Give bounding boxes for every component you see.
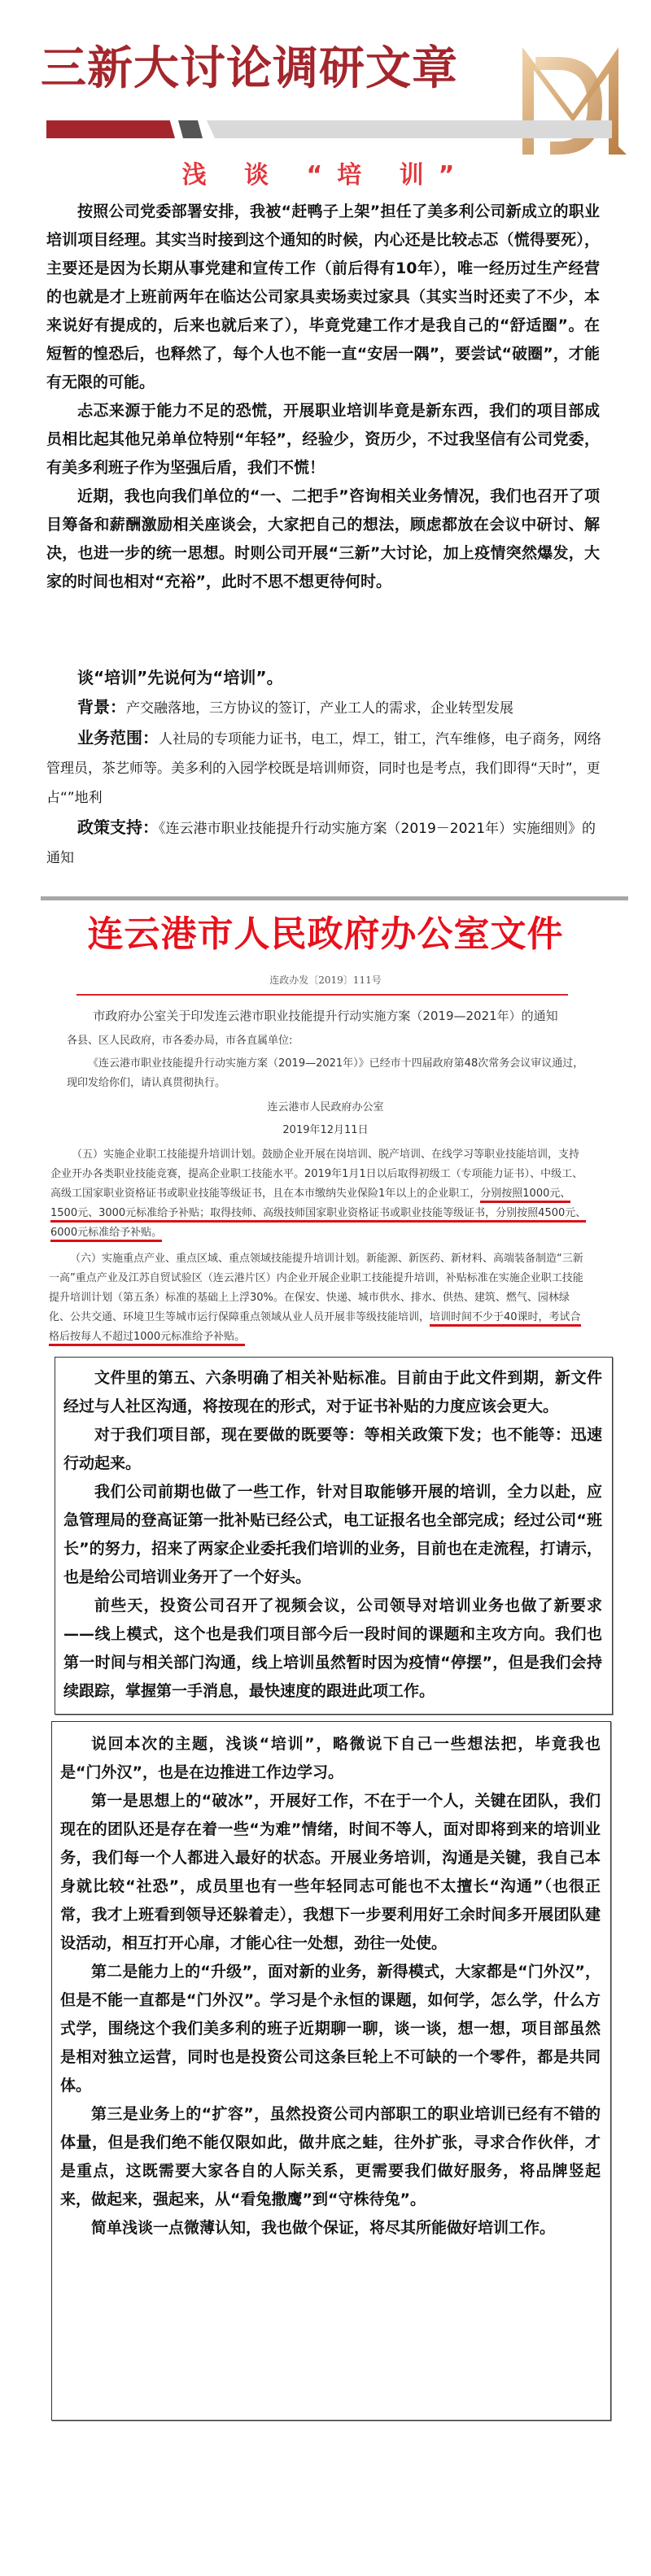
addressees: 各县、区人民政府，市各委办局，市各直属单位: — [67, 1035, 293, 1047]
document-header: 连云港市人民政府办公室文件 — [87, 913, 564, 955]
background-text: 产交融落地，三方协议的签订，产业工人的需求，企业转型发展 — [126, 700, 513, 717]
document-and-commentary — [0, 1005, 651, 2421]
item-five-text: （五）实施企业职工技能提升培训计划。鼓励企业开展在岗培训、脱产培训、在线学习等职业技能培训，支持企业开办各类职业技能竞赛，提高企业职工技能水平。2019年1月1日以后取得初级工（专项能力证书）、中级工、高级工国家职业资格证书或职业技能等级证书，且在本市缴纳失业保险1年以上的企业职工， — [50, 1149, 583, 1200]
paragraph: 对于我们项目部，现在要做的既要等：等相关政策下发；也不能等：迅速行动起来。 — [63, 1426, 602, 1472]
scope-text: 人社局的专项能力证书，电工，焊工，钳工，汽车维修，电子商务，网络管理员，茶艺师等。美多利的入园学校既是培训师资，同时也是考点，我们即得“天时”，更占“”地利 — [46, 731, 601, 806]
paragraph: 第二是能力上的“升级”，面对新的业务，新得模式，大家都是“门外汉”，但是不能一直都是“门外汉”。学习是个永恒的课题，如何学，怎么学，什么方式学，围绕这个我们美多利的班子近期聊一聊，谈一谈，想一想，项目部虽然是相对独立运营，同时也是投资公司这条巨轮上不可缺的一个零件，都是共同体。 — [60, 1963, 601, 2094]
article-body — [46, 198, 600, 596]
paragraph: 近期，我也向我们单位的“一、二把手”咨询相关业务情况，我们也召开了项目筹备和薪酬激励相关座谈会，大家把自己的想法，顾虑都放在会议中研讨、解决，也进一步的统一思想。时则公司开展“三新”大讨论，加上疫情突然爆发，大家的时间也相对“充裕”，此时不思不想更待何时。 — [46, 487, 600, 591]
item-six-text: （六）实施重点产业、重点区域、重点领域技能提升培训计划。新能源、新医药、新材料、高端装备制造“三新一高”重点产业及江苏自贸试验区（连云港片区）内企业开展企业职工技能提升培训，补贴标准在实施企业职工技能提升培训计划（第五条）标准的基础上上浮30%。在保安、快递、城市供水、排水、供热、建筑、燃气、园林绿化、公共交通、环境卫生等城市运行保障重点领域从业人员开展非等级技能培训， — [49, 1253, 583, 1323]
banner-bar-dark — [178, 120, 203, 138]
item-six-highlight: 培训时间不少于40课时，考试合格后按每人不超过1000元标准给予补贴。 — [49, 1311, 581, 1346]
document-top-rule — [41, 896, 628, 900]
paragraph: 我们公司前期也做了一些工作，针对目取能够开展的培训，全力以赴，应急管理局的登高证第一批补贴已经公式，电工证报名也全部完成；经过公司“班长”的努力，招来了两家企业委托我们培训的业务，目前也在走流程，打请示，也是给公司培训业务开了一个好头。 — [63, 1483, 602, 1586]
item-five — [50, 1145, 589, 1243]
text-box-2 — [51, 1721, 611, 2421]
scope-label: 业务范围： — [77, 728, 159, 748]
issue-date: 2019年12月11日 — [282, 1124, 369, 1136]
mdl-logo — [518, 41, 628, 159]
banner-title: 三新大讨论调研文章 — [41, 42, 458, 95]
notice-intro: 《连云港市职业技能提升行动实施方案（2019—2021年）》已经市十四届政府第48次常务会议审议通过，现印发给你们，请认真贯彻执行。 — [67, 1057, 584, 1089]
item-five-highlight: 分别按照1000元、1500元、3000元标准给予补贴；取得技师、高级技师国家职业资格证书或职业技能等级证书，分别按照4500元、6000元标准给予补贴。 — [50, 1188, 586, 1242]
banner-bar-red — [46, 120, 175, 138]
text-box-1 — [55, 1357, 613, 1715]
paragraph: 第三是业务上的“扩容”，虽然投资公司内部职工的职业培训已经有不错的体量，但是我们绝不能仅限如此，做井底之蛙，往外扩张，寻求合作伙伴，才是重点，这既需要大家各自的人际关系，更需要我们做好服务，将品牌竖起来，做起来，强起来，从“看兔撒鹰”到“守株待兔”。 — [60, 2105, 601, 2208]
paragraph: 忐忑来源于能力不足的恐慌，开展职业培训毕竟是新东西，我们的项目部成员相比起其他兄弟单位特别“年轻”，经验少，资历少，不过我坚信有公司党委，有美多利班子作为坚强后盾，我们不慌！ — [46, 402, 600, 477]
document-red-rule — [76, 994, 568, 996]
paragraph: 文件里的第五、六条明确了相关补贴标准。目前由于此文件到期，新文件经过与人社区沟通，将按现在的形式，对于证书补贴的力度应该会更大。 — [63, 1369, 602, 1415]
issuer: 连云港市人民政府办公室 — [267, 1101, 384, 1114]
paragraph: 说回本次的主题，浅谈“培训”，略微说下自己一些想法把，毕竟我也是“门外汉”，也是在边推进工作边学习。 — [60, 1735, 601, 1781]
training-definition — [46, 663, 608, 873]
document-number: 连政办发〔2019〕111号 — [269, 974, 382, 986]
section-heading: 谈“培训”先说何为“培训”。 — [77, 668, 283, 687]
article-title: 浅 谈 “培 训” — [181, 161, 470, 190]
background-label: 背景： — [77, 697, 126, 717]
policy-text: 《连云港市职业技能提升行动实施方案（2019－2021年）实施细则》的通知 — [46, 821, 596, 866]
notice-title: 市政府办公室关于印发连云港市职业技能提升行动实施方案（2019—2021年）的通知 — [93, 1009, 558, 1023]
paragraph: 第一是思想上的“破冰”，开展好工作，不在于一个人，关键在团队，我们现在的团队还是存在着一些“为难”情绪，时间不等人，面对即将到来的培训业务，我们每一个人都进入最好的状态。开展业务培训，沟通是关键，我自己本身就比较“社恐”，成员里也有一些年轻同志可能也不太擅长“沟通”（也很正常，我才上班看到领导还躲着走），我想下一步要利用好工余时间多开展团队建设活动，相互打开心扉，才能心往一处想，劲往一处使。 — [60, 1792, 601, 1952]
paragraph: 简单浅谈一点微薄认知，我也做个保证，将尽其所能做好培训工作。 — [91, 2219, 556, 2237]
banner-bar-light — [207, 120, 612, 138]
paragraph: 前些天，投资公司召开了视频会议，公司领导对培训业务也做了新要求——线上模式，这个也是我们项目部今后一段时间的课题和主攻方向。我们也第一时间与相关部门沟通，线上培训虽然暂时因为疫情“停摆”，但是我们会持续跟踪，掌握第一手消息，最快速度的跟进此项工作。 — [63, 1597, 602, 1700]
policy-label: 政策支持： — [77, 817, 159, 837]
item-six — [49, 1249, 589, 1347]
paragraph: 按照公司党委部署安排，我被“赶鸭子上架”担任了美多利公司新成立的职业培训项目经理。其实当时接到这个通知的时候，内心还是比较忐忑（慌得要死），主要还是因为长期从事党建和宣传工作（前后得有10年），唯一经历过生产经营的也就是才上班前两年在临达公司家具卖场卖过家具（其实当时还卖了不少，本来说好有提成的，后来也就后来了），毕竟党建工作才是我自己的“舒适圈”。在短暂的惶恐后，也释然了，每个人也不能一直“安居一隅”，要尝试“破圈”，才能有无限的可能。 — [46, 203, 600, 391]
